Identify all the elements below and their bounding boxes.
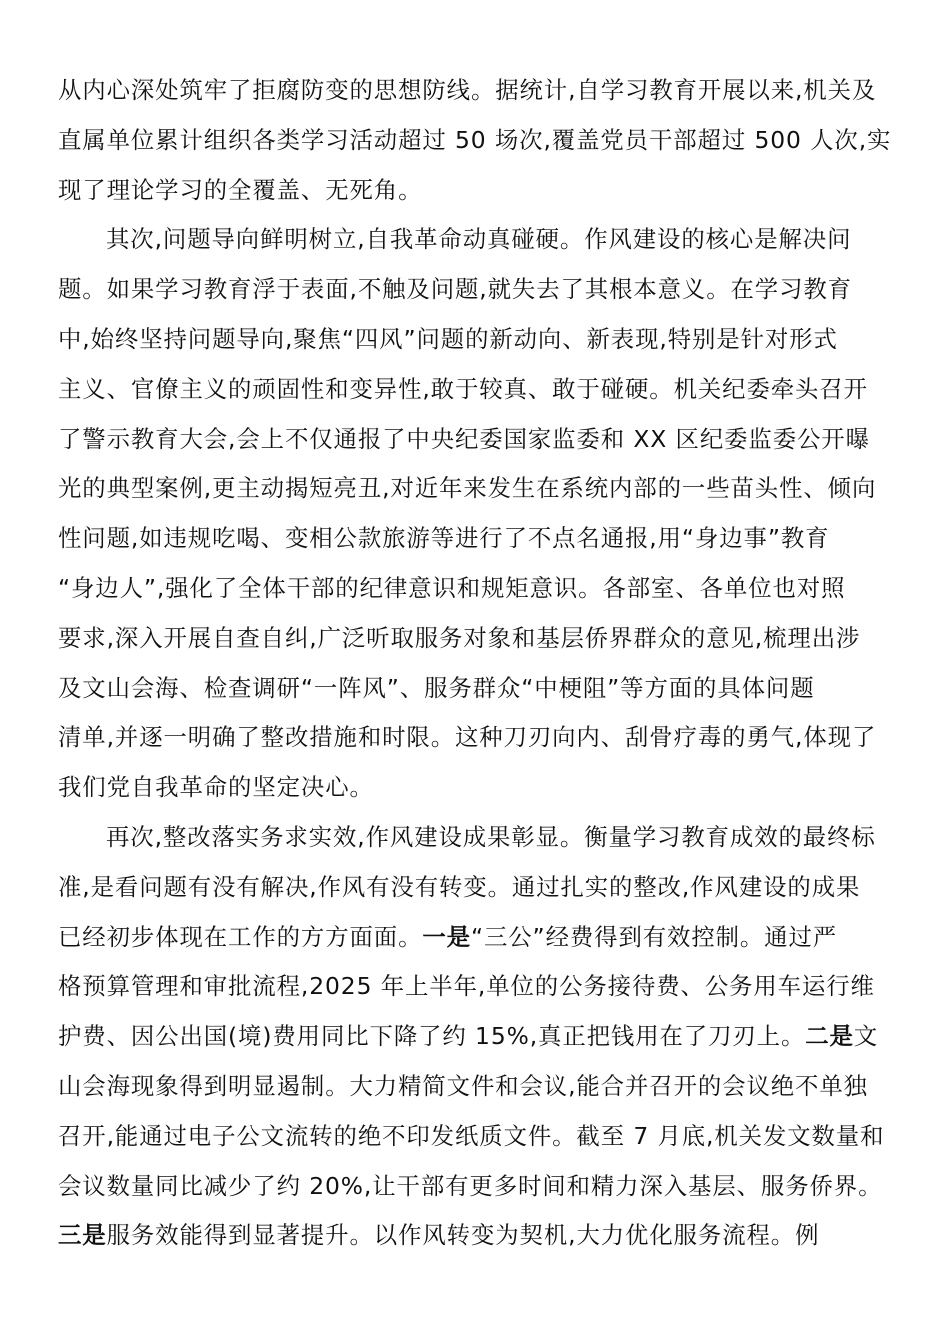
- text-line: 准,是看问题有没有解决,作风有没有转变。通过扎实的整改,作风建设的成果: [58, 872, 861, 901]
- paragraph-rectification: [58, 813, 894, 1261]
- text-line: 会议数量同比减少了约 20%,让干部有更多时间和精力深入基层、服务侨界。: [58, 1171, 883, 1200]
- text-line: 及文山会海、检查调研“一阵风”、服务群众“中梗阻”等方面的具体问题: [58, 673, 815, 702]
- document-page: [58, 66, 894, 1261]
- text-line: 中,始终坚持问题导向,聚焦“四风”问题的新动向、新表现,特别是针对形式: [58, 324, 838, 353]
- text-line: 要求,深入开展自查自纠,广泛听取服务对象和基层侨界群众的意见,梳理出涉: [58, 623, 861, 652]
- text-run: “三公”经费得到有效控制。通过严: [470, 922, 838, 951]
- text-line: 直属单位累计组织各类学习活动超过 50 场次,覆盖党员干部超过 500 人次,实: [58, 125, 892, 154]
- text-line: 再次,整改落实务求实效,作风建设成果彰显。衡量学习教育成效的最终标: [106, 822, 876, 851]
- text-line: 现了理论学习的全覆盖、无死角。: [58, 175, 423, 204]
- bold-marker-third: 三是: [58, 1221, 107, 1250]
- text-line: 格预算管理和审批流程,2025 年上半年,单位的公务接待费、公务用车运行维: [58, 972, 875, 1001]
- paragraph-continuation: [58, 66, 894, 215]
- text-run: 已经初步体现在工作的方方面面。: [58, 922, 423, 951]
- text-line: 其次,问题导向鲜明树立,自我革命动真碰硬。作风建设的核心是解决问: [106, 225, 852, 254]
- text-line: 了警示教育大会,会上不仅通报了中央纪委国家监委和 XX 区纪委监委公开曝: [58, 424, 870, 453]
- text-line: 性问题,如违规吃喝、变相公款旅游等进行了不点名通报,用“身边事”教育: [58, 524, 830, 553]
- text-line: 清单,并逐一明确了整改措施和时限。这种刀刃向内、刮骨疗毒的勇气,体现了: [58, 723, 877, 752]
- text-line: “身边人”,强化了全体干部的纪律意识和规矩意识。各部室、各单位也对照: [58, 573, 846, 602]
- text-run: 护费、因公出国(境)费用同比下降了约 15%,真正把钱用在了刀刃上。: [58, 1022, 806, 1051]
- text-line: 召开,能通过电子公文流转的绝不印发纸质文件。截至 7 月底,机关发文数量和: [58, 1121, 885, 1150]
- text-run: 服务效能得到显著提升。以作风转变为契机,大力优化服务流程。例: [106, 1221, 820, 1250]
- text-line: 光的典型案例,更主动揭短亮丑,对近年来发生在系统内部的一些苗头性、倾向: [58, 474, 877, 503]
- bold-marker-second: 二是: [805, 1022, 854, 1051]
- text-line: [58, 1211, 894, 1261]
- text-line: 主义、官僚主义的顽固性和变异性,敢于较真、敢于碰硬。机关纪委牵头召开: [58, 374, 868, 403]
- text-line: 从内心深处筑牢了拒腐防变的思想防线。据统计,自学习教育开展以来,机关及: [58, 76, 877, 104]
- text-line: 山会海现象得到明显遏制。大力精简文件和会议,能合并召开的会议绝不单独: [58, 1071, 868, 1100]
- text-run: 文: [853, 1022, 879, 1051]
- text-line: 题。如果学习教育浮于表面,不触及问题,就失去了其根本意义。在学习教育: [58, 275, 852, 304]
- text-line: [58, 913, 894, 963]
- paragraph-problem-orientation: [58, 215, 894, 813]
- text-line: 我们党自我革命的坚定决心。: [58, 773, 374, 802]
- bold-marker-first: 一是: [422, 922, 471, 951]
- text-line: [58, 1012, 894, 1062]
